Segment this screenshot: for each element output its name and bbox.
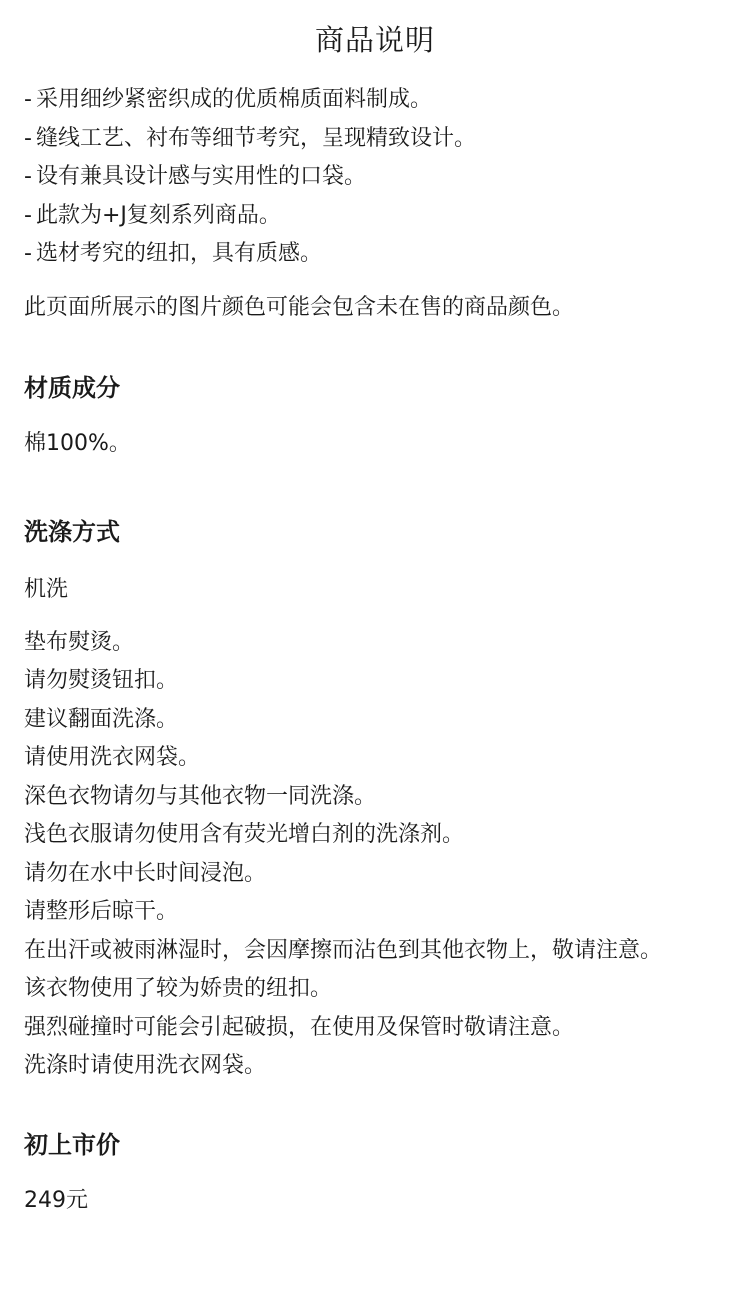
care-instruction: 建议翻面洗涤。 [24, 706, 179, 732]
feature-dash: - [24, 164, 32, 189]
feature-text: 此款为+J复刻系列商品。 [36, 202, 281, 228]
feature-text: 缝线工艺、衬布等细节考究，呈现精致设计。 [36, 125, 477, 151]
care-instruction: 强烈碰撞时可能会引起破损，在使用及保管时敬请注意。 [24, 1014, 575, 1040]
feature-dash: - [24, 87, 32, 112]
feature-item [24, 235, 726, 274]
care-instruction: 垫布熨烫。 [24, 629, 135, 655]
care-instruction: 该衣物使用了较为娇贵的纽扣。 [24, 976, 333, 1001]
feature-item [24, 120, 726, 159]
feature-dash: - [24, 241, 32, 266]
feature-item [24, 197, 726, 236]
care-method: 机洗 [24, 576, 69, 602]
page-title: 商品说明 [314, 23, 435, 57]
care-instruction: 请勿熨烫钮扣。 [24, 668, 179, 693]
color-disclaimer: 此页面所展示的图片颜色可能会包含未在售的商品颜色。 [24, 294, 575, 320]
care-heading: 洗涤方式 [24, 517, 120, 546]
material-heading: 材质成分 [24, 373, 120, 402]
care-instruction: 请整形后晾干。 [24, 899, 179, 924]
feature-text: 选材考究的纽扣，具有质感。 [36, 241, 323, 266]
care-instruction: 深色衣物请勿与其他衣物一同洗涤。 [24, 783, 377, 809]
care-instruction: 洗涤时请使用洗衣网袋。 [24, 1053, 267, 1078]
feature-item [24, 81, 726, 120]
feature-text: 采用细纱紧密织成的优质棉质面料制成。 [36, 87, 433, 112]
care-instruction: 在出汗或被雨淋湿时，会因摩擦而沾色到其他衣物上，敬请注意。 [24, 937, 663, 963]
feature-text: 设有兼具设计感与实用性的口袋。 [36, 164, 367, 189]
feature-dash: - [24, 125, 32, 151]
care-instruction: 请使用洗衣网袋。 [24, 745, 201, 770]
care-instruction-list [24, 624, 726, 1086]
feature-dash: - [24, 202, 32, 228]
material-value: 棉100%。 [24, 430, 131, 456]
care-instruction: 请勿在水中长时间浸泡。 [24, 860, 267, 886]
feature-list [24, 81, 726, 274]
care-instruction: 浅色衣服请勿使用含有荧光增白剂的洗涤剂。 [24, 822, 465, 847]
price-heading: 初上市价 [24, 1130, 120, 1159]
feature-item [24, 158, 726, 197]
price-value: 249元 [24, 1187, 88, 1213]
